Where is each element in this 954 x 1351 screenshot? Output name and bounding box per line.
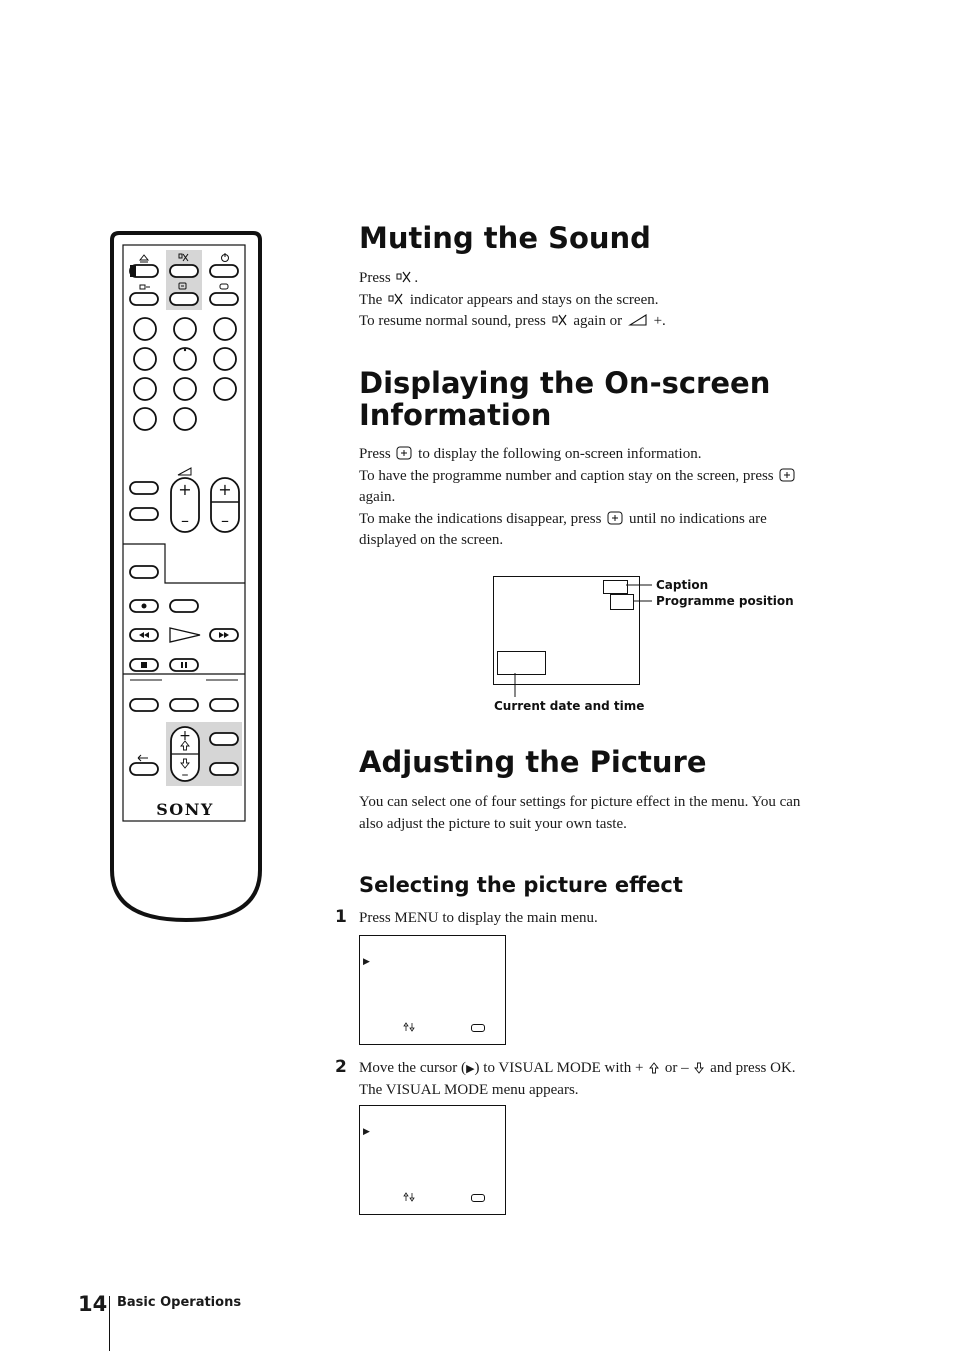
ok-icon [471,1024,485,1032]
step-1-number: 1 [335,907,347,927]
svg-text:–: – [221,511,229,530]
display-icon [779,468,795,482]
up-arrow-icon [649,1062,659,1074]
picture-effect-subtitle: Selecting the picture effect [359,873,683,897]
up-down-icon [403,1022,415,1032]
sony-logo: SONY [156,800,214,819]
down-arrow-icon [694,1062,704,1074]
svg-text:–: – [181,511,189,530]
svg-text:–: – [181,767,189,783]
display-icon [607,511,623,525]
caption-label: Caption [656,578,709,592]
page-number: 14 [78,1292,108,1316]
footer-section: Basic Operations [117,1295,242,1310]
footer-divider [109,1296,110,1351]
ok-icon [471,1194,485,1202]
muting-instructions: Press . The indicator appears and stays on the screen. To resume normal sound, press again or +. [359,270,666,329]
svg-text:+: + [218,480,232,499]
onscreen-title: Displaying the On-screen Information [359,366,771,432]
mute-icon [396,270,412,284]
date-time-label: Current date and time [494,699,645,713]
display-icon [396,446,412,460]
step-1-text: Press MENU to display the main menu. [359,910,598,926]
menu-cursor: ▶ [363,1127,370,1137]
picture-intro: You can select one of four settings for picture effect in the menu. You can also adjust the picture to suit your own taste. [359,794,801,832]
onscreen-instructions: Press to display the following on-screen information. To have the programme number and caption stay on the screen, press again. To make the indications disappear, press until no indications are displayed on the screen. [359,444,899,552]
menu-cursor: ▶ [363,957,370,967]
mute-icon [552,313,568,327]
step-2-text: Move the cursor (▶) to VISUAL MODE with + or – and press OK. The VISUAL MODE menu appears. [359,1060,796,1098]
step-2-number: 2 [335,1057,347,1077]
svg-text:+: + [179,728,191,744]
mute-icon [388,292,404,306]
remote-control-illustration [108,230,264,925]
programme-position-label: Programme position [656,594,794,608]
up-down-icon [403,1192,415,1202]
main-menu-screen [359,935,506,1045]
picture-title: Adjusting the Picture [359,745,707,779]
visual-mode-menu-screen [359,1105,506,1215]
svg-text:+: + [178,480,192,499]
callout-lines [490,575,660,705]
volume-icon [628,313,648,327]
muting-title: Muting the Sound [359,221,651,255]
